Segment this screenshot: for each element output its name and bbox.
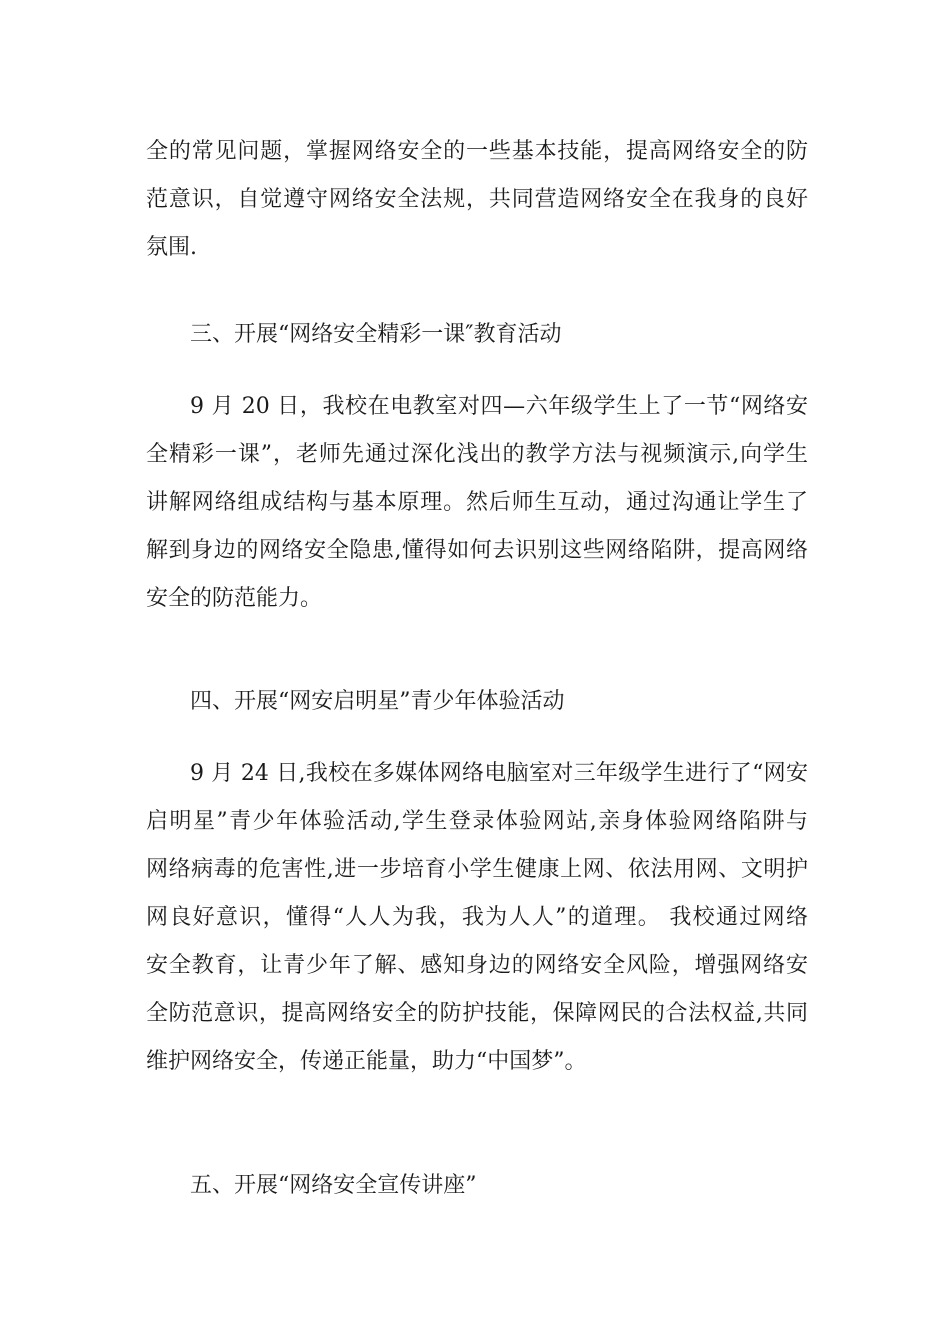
paragraph-line: 解到身边的网络安全隐患,懂得如何去识别这些网络陷阱，提高网络 <box>146 538 808 563</box>
section-heading-4: 四、开展“网安启明星”青少年体验活动 <box>190 689 565 714</box>
paragraph-line: 安全的防范能力。 <box>146 586 323 611</box>
section-heading-3: 三、开展“网络安全精彩一课″教育活动 <box>190 322 562 347</box>
paragraph-line: 安全教育，让青少年了解、感知身边的网络安全风险，增强网络安 <box>146 953 808 978</box>
paragraph-2 <box>146 383 808 623</box>
paragraph-1 <box>146 128 808 272</box>
paragraph-line: 范意识，自觉遵守网络安全法规，共同营造网络安全在我身的良好 <box>146 187 808 212</box>
paragraph-line: 9 月 24 日,我校在多媒体网络电脑室对三年级学生进行了“网安 <box>190 761 808 786</box>
paragraph-3 <box>146 750 808 1086</box>
paragraph-line: 9 月 20 日，我校在电教室对四—六年级学生上了一节“网络安 <box>190 394 808 419</box>
paragraph-line: 全防范意识，提高网络安全的防护技能，保障网民的合法权益,共同 <box>146 1001 808 1026</box>
paragraph-line: 启明星”青少年体验活动,学生登录体验网站,亲身体验网络陷阱与 <box>146 809 808 834</box>
paragraph-line: 网良好意识，懂得“人人为我，我为人人”的道理。 我校通过网络 <box>146 905 808 930</box>
paragraph-line: 网络病毒的危害性,进一步培育小学生健康上网、依法用网、文明护 <box>146 857 808 882</box>
paragraph-line: 氛围. <box>146 235 197 260</box>
paragraph-line: 全精彩一课”，老师先通过深化浅出的教学方法与视频演示,向学生 <box>146 442 808 467</box>
section-heading-5: 五、开展“网络安全宣传讲座” <box>190 1173 477 1198</box>
paragraph-line: 全的常见问题，掌握网络安全的一些基本技能，提高网络安全的防 <box>146 139 808 164</box>
paragraph-line: 维护网络安全，传递正能量，助力“中国梦”。 <box>146 1049 587 1074</box>
paragraph-line: 讲解网络组成结构与基本原理。然后师生互动，通过沟通让学生了 <box>146 490 808 515</box>
